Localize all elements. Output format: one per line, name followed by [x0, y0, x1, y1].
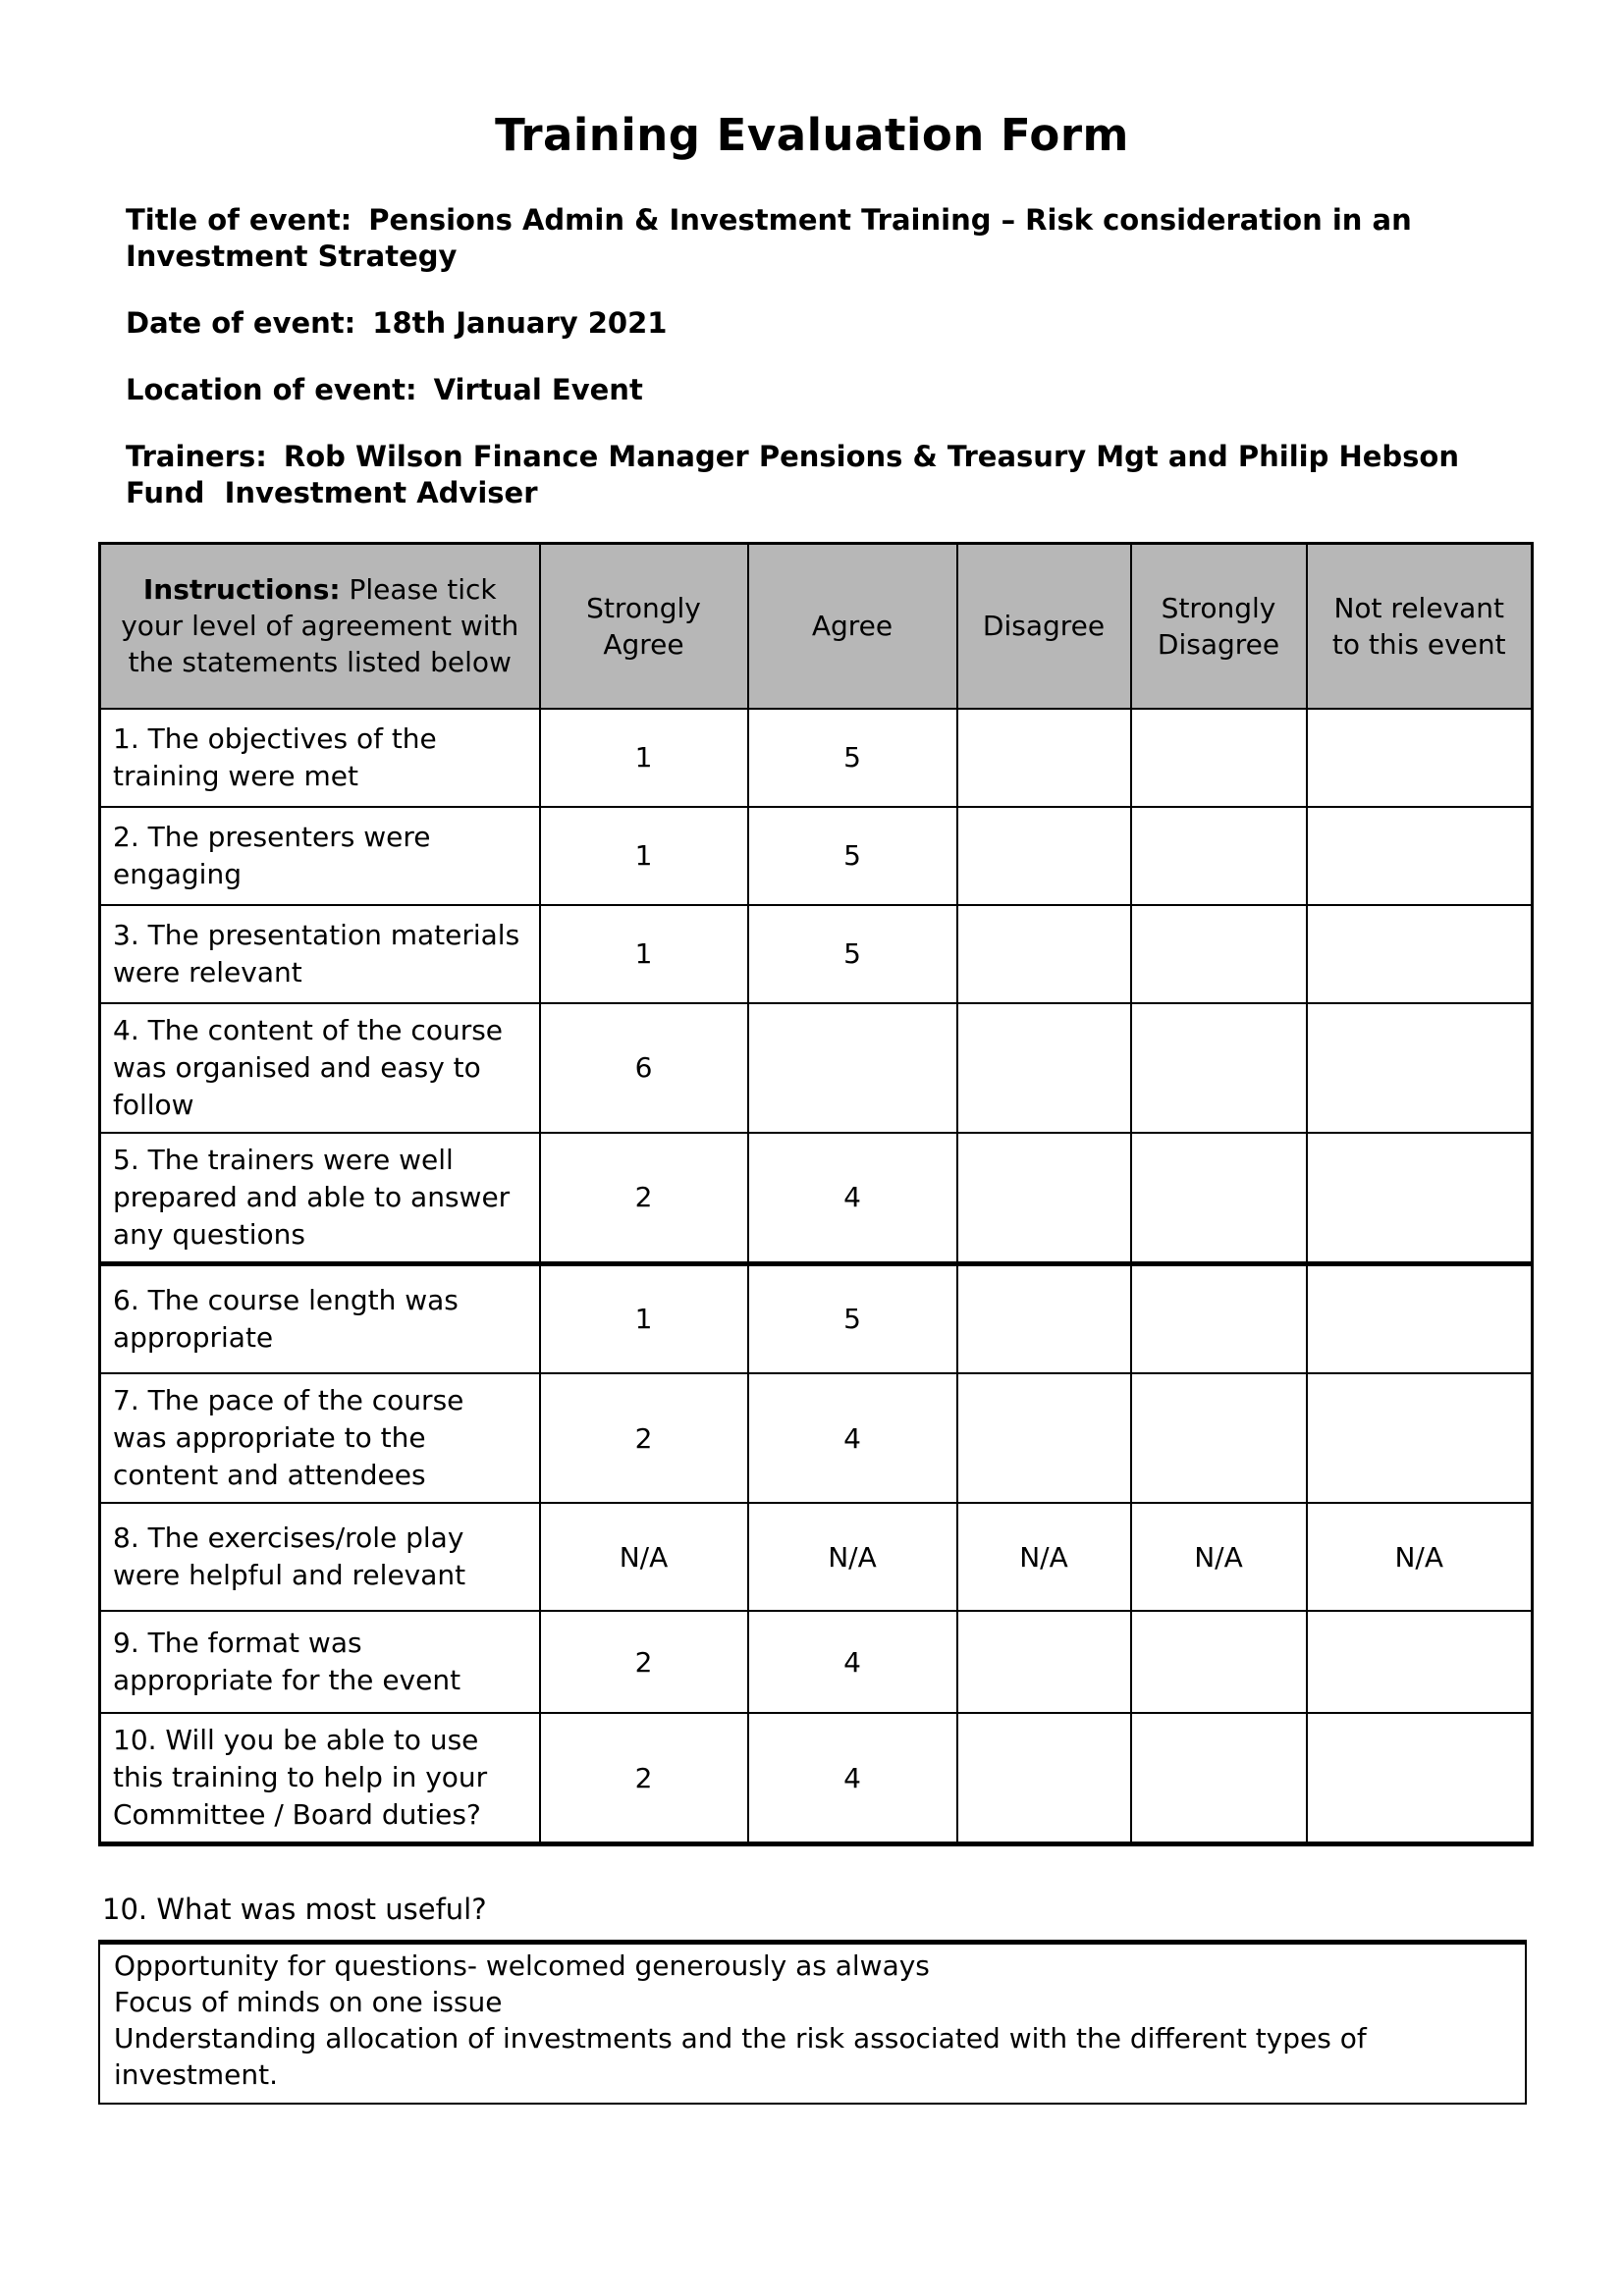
- table-row: [100, 1003, 1533, 1133]
- column-header-disagree: Disagree: [957, 544, 1131, 709]
- response-count-cell: 5: [748, 905, 957, 1003]
- response-count-cell: 4: [748, 1611, 957, 1713]
- instructions-cell: [100, 544, 540, 709]
- field-label: Trainers:: [126, 440, 267, 473]
- table-row: [100, 807, 1533, 905]
- response-count-cell: [957, 1133, 1131, 1264]
- statement-cell: 2. The presenters were engaging: [100, 807, 540, 905]
- response-count-cell: 5: [748, 709, 957, 807]
- answer-line: Focus of minds on one issue: [114, 1986, 503, 2018]
- response-count-cell: [957, 1713, 1131, 1844]
- statement-cell: 9. The format was appropriate for the event: [100, 1611, 540, 1713]
- instructions-text: Please tick your level of agreement with the statements listed below: [121, 573, 519, 679]
- table-row: [100, 1503, 1533, 1611]
- response-count-cell: 1: [540, 807, 748, 905]
- question-most-useful-label: 10. What was most useful?: [102, 1893, 487, 1926]
- response-count-cell: 6: [540, 1003, 748, 1133]
- header-row: [100, 544, 1533, 709]
- event-meta: [126, 202, 1506, 511]
- statement-cell: 8. The exercises/role play were helpful and relevant: [100, 1503, 540, 1611]
- statement-cell: 3. The presentation materials were relevant: [100, 905, 540, 1003]
- response-count-cell: N/A: [748, 1503, 957, 1611]
- table-row: [100, 905, 1533, 1003]
- evaluation-table: [98, 542, 1534, 1846]
- field-value: Rob Wilson Finance Manager Pensions & Treasury Mgt and Philip Hebson Fund Investment Adviser: [126, 440, 1470, 509]
- field-value: Pensions Admin & Investment Training – Risk consideration in an Investment Strategy: [126, 203, 1422, 273]
- response-count-cell: [1307, 1003, 1533, 1133]
- answer-box: [98, 1940, 1527, 2105]
- statement-cell: 4. The content of the course was organised and easy to follow: [100, 1003, 540, 1133]
- column-header-agree: Agree: [748, 544, 957, 709]
- response-count-cell: [1131, 1373, 1307, 1503]
- evaluation-table-header: [100, 544, 1533, 709]
- table-row: [100, 1373, 1533, 1503]
- response-count-cell: 2: [540, 1373, 748, 1503]
- response-count-cell: [1307, 1611, 1533, 1713]
- table-row: [100, 1263, 1533, 1373]
- response-count-cell: 5: [748, 807, 957, 905]
- response-count-cell: [957, 1611, 1131, 1713]
- table-row: [100, 1611, 1533, 1713]
- field-date-of-event: [126, 305, 1506, 342]
- table-row: [100, 709, 1533, 807]
- statement-cell: 5. The trainers were well prepared and able to answer any questions: [100, 1133, 540, 1264]
- field-label: Location of event:: [126, 373, 417, 406]
- response-count-cell: N/A: [540, 1503, 748, 1611]
- field-trainers: [126, 439, 1506, 511]
- evaluation-table-body: [100, 709, 1533, 1844]
- response-count-cell: [1131, 905, 1307, 1003]
- response-count-cell: N/A: [1131, 1503, 1307, 1611]
- response-count-cell: [748, 1003, 957, 1133]
- response-count-cell: N/A: [1307, 1503, 1533, 1611]
- statement-cell: 6. The course length was appropriate: [100, 1263, 540, 1373]
- field-value: Virtual Event: [433, 373, 643, 406]
- response-count-cell: 1: [540, 1263, 748, 1373]
- field-label: Title of event:: [126, 203, 352, 237]
- column-header-strongly-disagree: Strongly Disagree: [1131, 544, 1307, 709]
- response-count-cell: [1131, 1611, 1307, 1713]
- statement-cell: 10. Will you be able to use this training to help in your Committee / Board duties?: [100, 1713, 540, 1844]
- page-title: Training Evaluation Form: [495, 109, 1129, 161]
- response-count-cell: [1307, 1133, 1533, 1264]
- response-count-cell: 1: [540, 905, 748, 1003]
- response-count-cell: [957, 1003, 1131, 1133]
- response-count-cell: [1131, 709, 1307, 807]
- response-count-cell: [1307, 905, 1533, 1003]
- response-count-cell: 4: [748, 1713, 957, 1844]
- answer-line: Opportunity for questions- welcomed generously as always: [114, 1949, 930, 1982]
- response-count-cell: [1307, 709, 1533, 807]
- response-count-cell: 2: [540, 1611, 748, 1713]
- answer-line: Understanding allocation of investments and the risk associated with the different types of investment.: [114, 2022, 1376, 2091]
- field-label: Date of event:: [126, 306, 356, 340]
- table-row: [100, 1133, 1533, 1264]
- response-count-cell: [957, 1373, 1131, 1503]
- column-header-not-relevant: Not relevant to this event: [1307, 544, 1533, 709]
- field-title-of-event: [126, 202, 1506, 275]
- field-value: 18th January 2021: [372, 306, 668, 340]
- response-count-cell: 4: [748, 1373, 957, 1503]
- response-count-cell: [1307, 1373, 1533, 1503]
- table-row: [100, 1713, 1533, 1844]
- response-count-cell: 2: [540, 1133, 748, 1264]
- response-count-cell: [957, 905, 1131, 1003]
- response-count-cell: [1307, 1713, 1533, 1844]
- instructions-label: Instructions:: [142, 573, 341, 607]
- response-count-cell: N/A: [957, 1503, 1131, 1611]
- response-count-cell: 1: [540, 709, 748, 807]
- response-count-cell: [957, 709, 1131, 807]
- field-location-of-event: [126, 372, 1506, 408]
- response-count-cell: 2: [540, 1713, 748, 1844]
- response-count-cell: [1131, 1713, 1307, 1844]
- response-count-cell: [1131, 1263, 1307, 1373]
- response-count-cell: [957, 1263, 1131, 1373]
- response-count-cell: [1307, 807, 1533, 905]
- response-count-cell: [1131, 1133, 1307, 1264]
- response-count-cell: [1307, 1263, 1533, 1373]
- response-count-cell: 5: [748, 1263, 957, 1373]
- response-count-cell: 4: [748, 1133, 957, 1264]
- response-count-cell: [957, 807, 1131, 905]
- statement-cell: 7. The pace of the course was appropriate to the content and attendees: [100, 1373, 540, 1503]
- response-count-cell: [1131, 807, 1307, 905]
- column-header-strongly-agree: Strongly Agree: [540, 544, 748, 709]
- statement-cell: 1. The objectives of the training were met: [100, 709, 540, 807]
- response-count-cell: [1131, 1003, 1307, 1133]
